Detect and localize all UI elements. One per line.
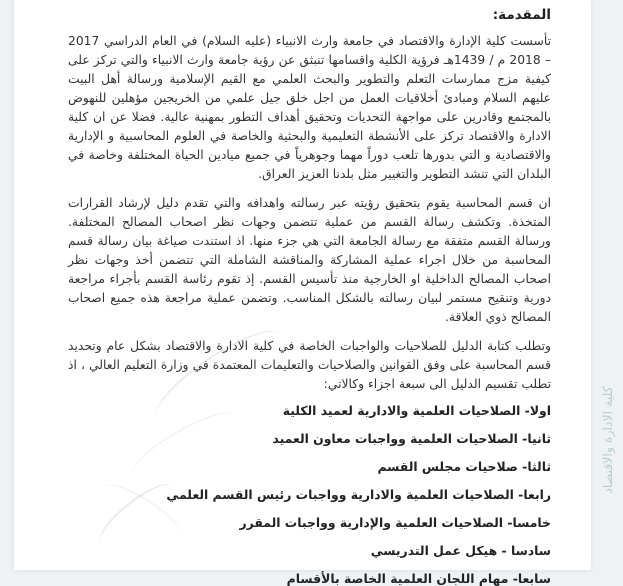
list-item-7: سابعا- مهام اللجان العلمية الخاصة بالأقسام: [286, 571, 551, 586]
list-item-6: سادسا - هيكل عمل التدريسي: [370, 543, 551, 558]
paragraph-introduction: تأسست كلية الإدارة والاقتصاد في جامعة وارث الانبياء (عليه السلام) في العام الدراسي 2017 – 2018 م / 1439هـ فرؤية الكلية واقسامها تنبثق عن رؤية جامعة وارث الانبياء والتي تركز على كيفية مزج ممارسات التعلم والتطوير والبحث العلمي مع القيم الإسلامية ورسالة أهل البيت عليهم السلام ومبادئ أخلاقيات العمل من اجل خلق جيل علمي من الخريجين مؤهلين للنهوض بالمجتمع وقادرين على مواجهة التحديات وتحقيق أهداف التطور بمهنية عالية. فضلا عن ان كلية الادارة والاقتصاد تركز على الأنشطة التعليمية والبحثية والخاصة في العلوم المحاسبية و الإدارية والاقتصادية و التي بدورها تلعب دوراً مهما وجوهرياً في جميع ميادين الحياة المختلفة وخاصة في البلدان التي تنشد التطوير والتغيير مثل بلدنا العزيز العراق.: [68, 34, 552, 181]
list-item-5: خامسا- الصلاحيات العلمية والإدارية وواجبات المقرر: [239, 515, 551, 530]
list-item-4: رابعا- الصلاحيات العلمية والادارية وواجبات رئيس القسم العلمي: [166, 487, 551, 502]
sections-list: [68, 404, 551, 585]
document-page: [14, 0, 591, 586]
list-item-1: اولا- الصلاحيات العلمية والادارية لعميد الكلية: [282, 403, 551, 418]
list-item-2: ثانيا- الصلاحيات العلمية وواجبات معاون العميد: [272, 431, 551, 446]
watermark-side-text: كلية الادارة والاقتصاد: [600, 386, 615, 494]
page-title: المقدمة:: [492, 7, 551, 23]
paragraph-manual-requirements: وتطلب كتابة الدليل للصلاحيات والواجبات الخاصة في كلية الادارة والاقتصاد بشكل عام وتحديد قسم المحاسبة على وفق القوانين والصلاحيات والتعليمات المعتمدة في وزارة التعليم العالي ، اذ تطلب تقسيم الدليل الى سبعة اجزاء وكالاتي:: [68, 339, 551, 391]
list-item-3: ثالثا- صلاحيات مجلس القسم: [377, 459, 551, 474]
paragraph-accounting-department: ان قسم المحاسبة يقوم بتحقيق رؤيته عبر رسالته واهدافه والتي تقدم دليل لإرشاد القرارات المتخذة. وتكشف رسالة القسم من عملية تتضمن وجهات نظر اصحاب المصالح المختلفة. ورسالة القسم متفقة مع رسالة الجامعة التي هي جزء منها. اذ استندت صياغة بيان رسالة قسم المحاسبة من خلال اجراء عملية المشاركة والمناقشة الشاملة التي تتضمن أخذ وجهات نظر اصحاب المصالح الداخلية او الخارجية منذ تأسيس القسم. إذ تقوم رئاسة القسم بأجراء مراجعة دورية وتنقيح مستمر لبيان رسالته بالشكل المناسب. وتضمن عملية مراجعة هذه جميع اصحاب المصالح ذوي العلاقة.: [68, 196, 551, 324]
document-content: [14, 0, 591, 585]
